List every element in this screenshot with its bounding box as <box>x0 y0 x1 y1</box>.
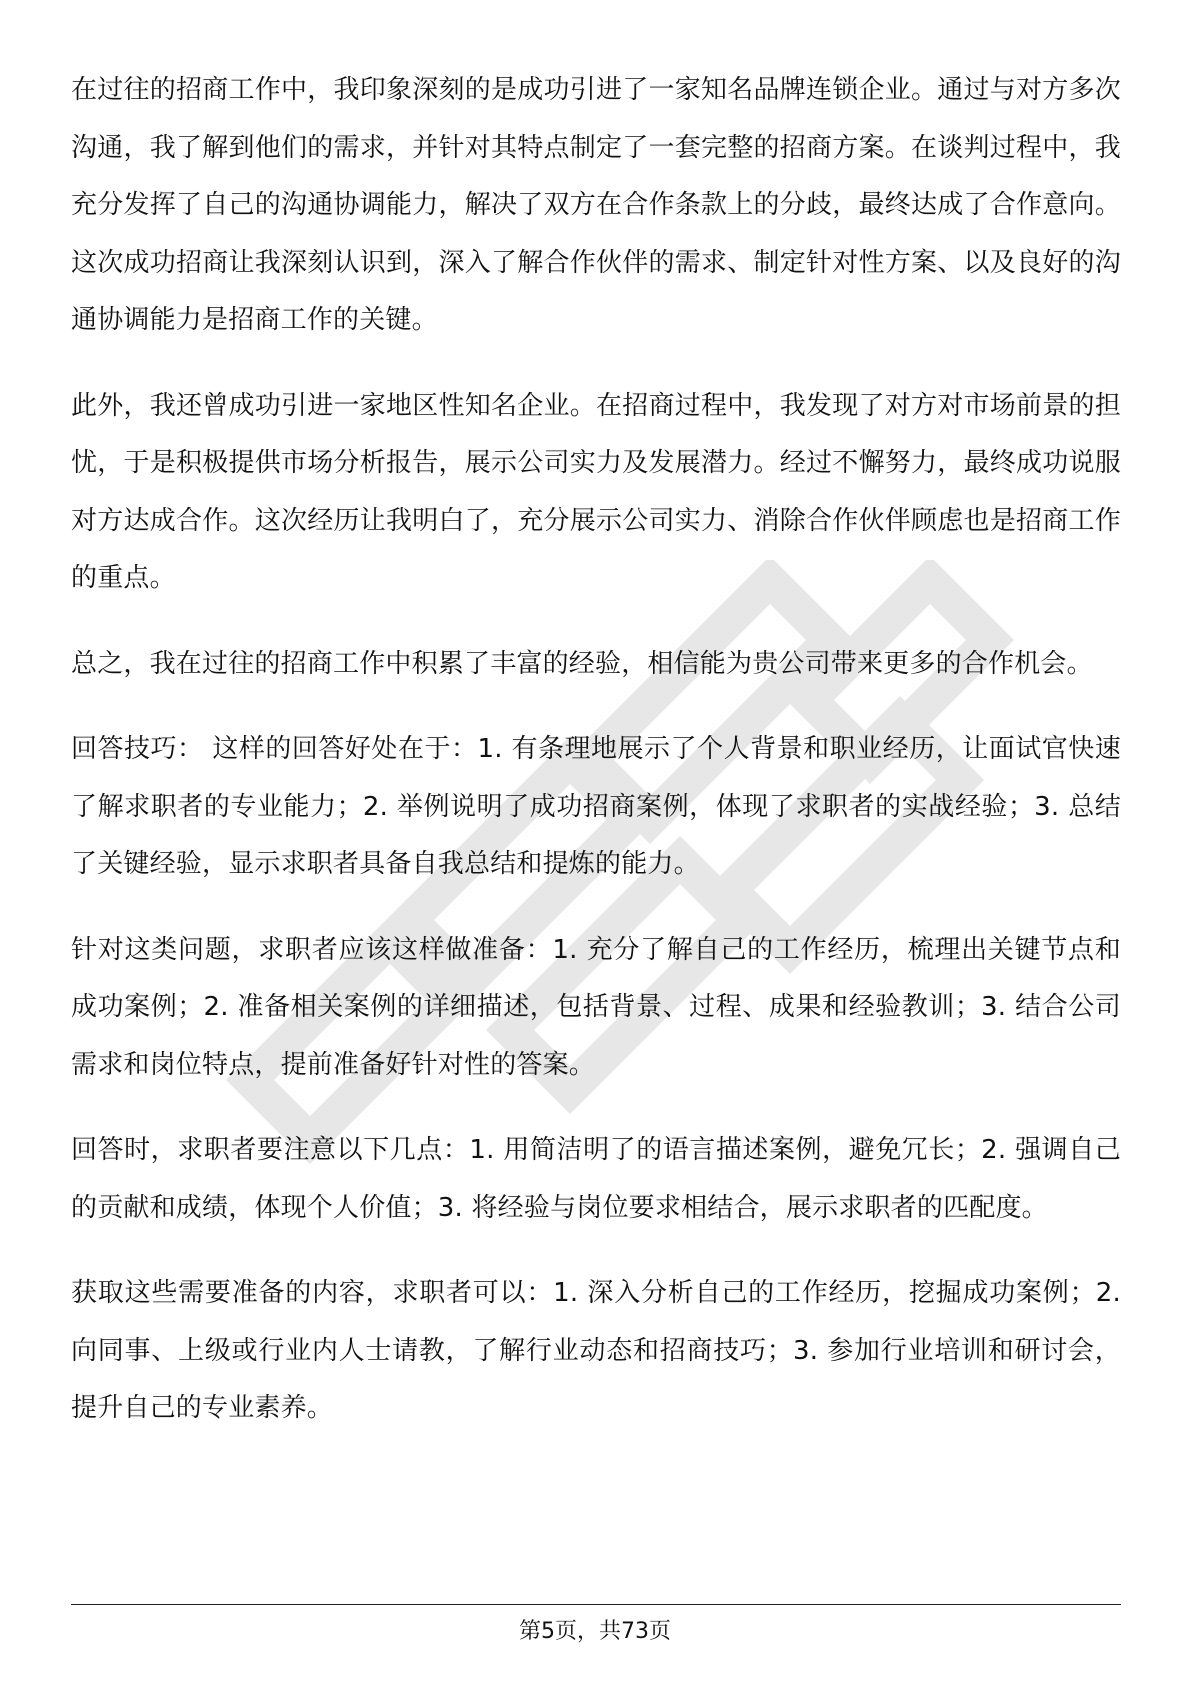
page-number: 第5页，共73页 <box>519 1619 671 1644</box>
footer-divider <box>71 1604 1121 1605</box>
paragraph-2: 此外，我还曾成功引进一家地区性知名企业。在招商过程中，我发现了对方对市场前景的担忧，于是积极提供市场分析报告，展示公司实力及发展潜力。经过不懈努力，最终成功说服对方达成合作。这次经历让我明白了，充分展示公司实力、消除合作伙伴顾虑也是招商工作的重点。 <box>71 390 1121 593</box>
paragraph-1: 在过往的招商工作中，我印象深刻的是成功引进了一家知名品牌连锁企业。通过与对方多次沟通，我了解到他们的需求，并针对其特点制定了一套完整的招商方案。在谈判过程中，我充分发挥了自己的沟通协调能力，解决了双方在合作条款上的分歧，最终达成了合作意向。这次成功招商让我深刻认识到，深入了解合作伙伴的需求、制定针对性方案、以及良好的沟通协调能力是招商工作的关键。 <box>71 75 1121 335</box>
paragraph-4: 回答技巧： 这样的回答好处在于：1. 有条理地展示了个人背景和职业经历，让面试官快速了解求职者的专业能力；2. 举例说明了成功招商案例，体现了求职者的实战经验；3. 总结了关键经验，显示求职者具备自我总结和提炼的能力。 <box>71 734 1121 879</box>
document-body <box>71 62 1121 1466</box>
paragraph-5: 针对这类问题，求职者应该这样做准备：1. 充分了解自己的工作经历，梳理出关键节点和成功案例；2. 准备相关案例的详细描述，包括背景、过程、成果和经验教训；3. 结合公司需求和岗位特点，提前准备好针对性的答案。 <box>71 934 1121 1080</box>
paragraph-3: 总之，我在过往的招商工作中积累了丰富的经验，相信能为贵公司带来更多的合作机会。 <box>71 648 1093 679</box>
paragraph-6: 回答时，求职者要注意以下几点：1. 用简洁明了的语言描述案例，避免冗长；2. 强调自己的贡献和成绩，体现个人价值；3. 将经验与岗位要求相结合，展示求职者的匹配度。 <box>71 1135 1121 1223</box>
paragraph-7: 获取这些需要准备的内容，求职者可以：1. 深入分析自己的工作经历，挖掘成功案例；2. 向同事、上级或行业内人士请教，了解行业动态和招商技巧；3. 参加行业培训和研讨会，提升自己的专业素养。 <box>71 1278 1121 1423</box>
